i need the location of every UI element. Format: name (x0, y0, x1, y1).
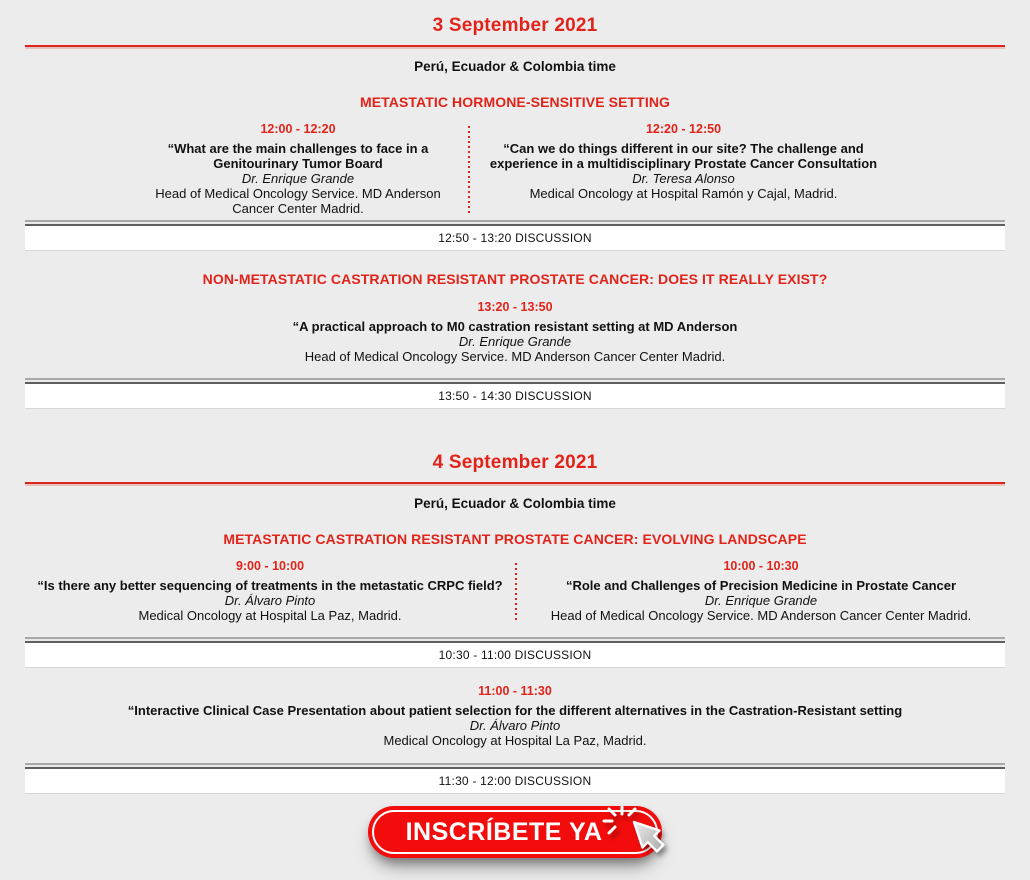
session-title: “Role and Challenges of Precision Medicine in Prostate Cancer (565, 578, 957, 593)
section-heading: METASTATIC CASTRATION RESISTANT PROSTATE CANCER: EVOLVING LANDSCAPE (223, 531, 807, 547)
session-column-left (25, 123, 468, 216)
session-affiliation: Medical Oncology at Hospital La Paz, Madrid. (383, 733, 647, 748)
register-button[interactable] (368, 806, 662, 858)
session-speaker: Dr. Enrique Grande (704, 593, 818, 608)
red-divider-line (25, 482, 1005, 484)
section-heading: NON-METASTATIC CASTRATION RESISTANT PROSTATE CANCER: DOES IT REALLY EXIST? (202, 271, 828, 287)
discussion-label: 12:50 - 13:20 DISCUSSION (438, 231, 592, 245)
section-heading: METASTATIC HORMONE-SENSITIVE SETTING (359, 94, 671, 110)
timezone-label: Perú, Ecuador & Colombia time (414, 59, 616, 74)
session-speaker: Dr. Enrique Grande (241, 171, 355, 186)
session-affiliation: Head of Medical Oncology Service. MD Anderson Cancer Center Madrid. (550, 608, 972, 623)
cta-row (0, 806, 1030, 858)
timezone-label: Perú, Ecuador & Colombia time (414, 496, 616, 511)
session-title: “Interactive Clinical Case Presentation about patient selection for the different alternatives in the Castration-Resistant setting (127, 703, 903, 718)
discussion-label: 10:30 - 11:00 DISCUSSION (438, 648, 592, 662)
session-column-left (25, 560, 515, 623)
session-time: 12:20 - 12:50 (645, 122, 722, 136)
day-title: 3 September 2021 (432, 15, 598, 36)
session-affiliation: Head of Medical Oncology Service. MD Anderson Cancer Center Madrid. (155, 186, 441, 216)
session-title: “Can we do things different in our site? The challenge and experience in a multidisciplinary Prostate Cancer Consultation (489, 141, 878, 171)
session-column-right (517, 560, 1005, 623)
session-time: 13:20 - 13:50 (477, 300, 553, 314)
single-session (25, 685, 1005, 748)
discussion-bar (25, 220, 1005, 251)
session-affiliation: Medical Oncology at Hospital La Paz, Madrid. (138, 608, 402, 623)
session-speaker: Dr. Enrique Grande (458, 334, 572, 349)
session-title: “Is there any better sequencing of treatments in the metastatic CRPC field? (37, 578, 503, 593)
session-time: 9:00 - 10:00 (235, 559, 305, 573)
session-affiliation: Medical Oncology at Hospital Ramón y Cajal, Madrid. (529, 186, 838, 201)
red-divider-line (25, 45, 1005, 47)
session-time: 10:00 - 10:30 (723, 559, 799, 573)
day-2-section (0, 409, 1030, 794)
session-speaker: Dr. Álvaro Pinto (469, 718, 561, 733)
sessions-row (25, 123, 1005, 216)
session-column-right (470, 123, 1005, 216)
discussion-label: 13:50 - 14:30 DISCUSSION (438, 389, 592, 403)
discussion-bar (25, 763, 1005, 794)
session-time: 12:00 - 12:20 (260, 122, 336, 136)
single-session (25, 301, 1005, 364)
session-affiliation: Head of Medical Oncology Service. MD Anderson Cancer Center Madrid. (304, 349, 726, 364)
day-title: 4 September 2021 (432, 452, 598, 473)
session-title: “What are the main challenges to face in a Genitourinary Tumor Board (167, 141, 429, 171)
session-time: 11:00 - 11:30 (478, 684, 552, 698)
discussion-bar (25, 637, 1005, 668)
day-1-section (0, 0, 1030, 409)
sessions-row (25, 560, 1005, 623)
discussion-label: 11:30 - 12:00 DISCUSSION (438, 774, 592, 788)
cta-label: INSCRÍBETE YA (405, 817, 603, 846)
session-speaker: Dr. Teresa Alonso (632, 171, 735, 186)
session-title: “A practical approach to M0 castration resistant setting at MD Anderson (292, 319, 738, 334)
session-speaker: Dr. Álvaro Pinto (224, 593, 316, 608)
discussion-bar (25, 378, 1005, 409)
